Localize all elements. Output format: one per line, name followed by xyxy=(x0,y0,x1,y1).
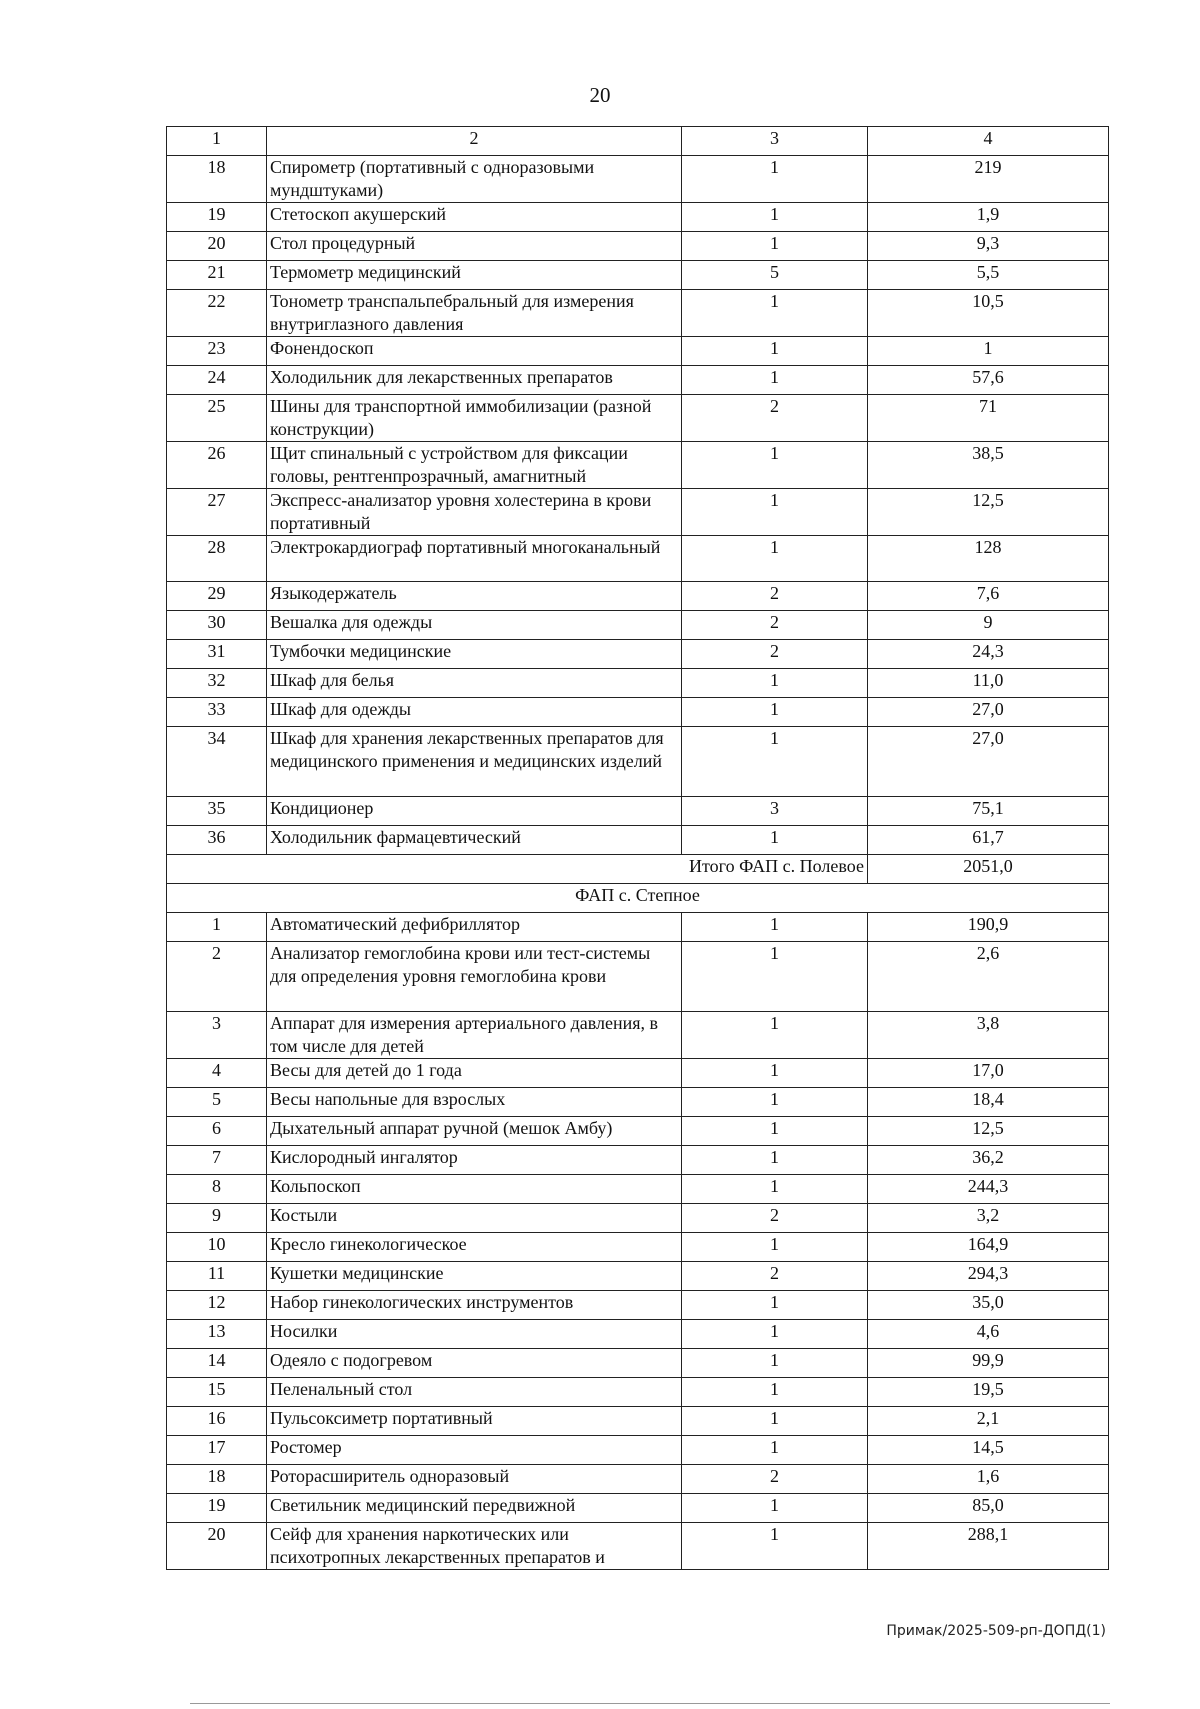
row-number: 33 xyxy=(167,698,267,727)
item-cost: 11,0 xyxy=(868,669,1109,698)
row-number: 31 xyxy=(167,640,267,669)
item-name: Вешалка для одежды xyxy=(267,611,682,640)
equipment-table xyxy=(166,126,1109,1570)
item-cost: 61,7 xyxy=(868,826,1109,855)
item-quantity: 1 xyxy=(682,669,868,698)
item-cost: 128 xyxy=(868,536,1109,582)
row-number: 13 xyxy=(167,1320,267,1349)
item-quantity: 1 xyxy=(682,442,868,489)
table-row xyxy=(167,1436,1109,1465)
row-number: 23 xyxy=(167,337,267,366)
row-number: 26 xyxy=(167,442,267,489)
item-cost: 10,5 xyxy=(868,290,1109,337)
page-number: 20 xyxy=(589,83,611,107)
row-number: 4 xyxy=(167,1059,267,1088)
column-number-2: 2 xyxy=(267,127,682,156)
row-number: 20 xyxy=(167,232,267,261)
item-name: Автоматический дефибриллятор xyxy=(267,913,682,942)
item-quantity: 1 xyxy=(682,1436,868,1465)
item-name: Холодильник для лекарственных препаратов xyxy=(267,366,682,395)
table-row xyxy=(167,582,1109,611)
item-cost: 294,3 xyxy=(868,1262,1109,1291)
item-quantity: 1 xyxy=(682,1233,868,1262)
item-quantity: 1 xyxy=(682,156,868,203)
row-number: 19 xyxy=(167,1494,267,1523)
row-number: 8 xyxy=(167,1175,267,1204)
item-name: Спирометр (портативный с одноразовыми мундштуками) xyxy=(267,156,682,203)
item-cost: 1,9 xyxy=(868,203,1109,232)
item-quantity: 1 xyxy=(682,1117,868,1146)
table-row xyxy=(167,698,1109,727)
item-name: Кондиционер xyxy=(267,797,682,826)
item-quantity: 2 xyxy=(682,1262,868,1291)
item-cost: 244,3 xyxy=(868,1175,1109,1204)
table-row xyxy=(167,1465,1109,1494)
row-number: 22 xyxy=(167,290,267,337)
table-body xyxy=(167,127,1109,1570)
column-number-1: 1 xyxy=(167,127,267,156)
item-quantity: 1 xyxy=(682,1291,868,1320)
item-quantity: 1 xyxy=(682,232,868,261)
table-row xyxy=(167,611,1109,640)
item-cost: 3,2 xyxy=(868,1204,1109,1233)
item-name: Набор гинекологических инструментов xyxy=(267,1291,682,1320)
item-cost: 7,6 xyxy=(868,582,1109,611)
item-cost: 12,5 xyxy=(868,489,1109,536)
table-row xyxy=(167,913,1109,942)
row-number: 9 xyxy=(167,1204,267,1233)
item-cost: 99,9 xyxy=(868,1349,1109,1378)
item-name: Электрокардиограф портативный многоканальный xyxy=(267,536,682,582)
item-name: Ростомер xyxy=(267,1436,682,1465)
total-row xyxy=(167,855,1109,884)
table-row xyxy=(167,366,1109,395)
item-cost: 27,0 xyxy=(868,698,1109,727)
item-name: Шины для транспортной иммобилизации (разной конструкции) xyxy=(267,395,682,442)
table-row xyxy=(167,1175,1109,1204)
row-number: 34 xyxy=(167,727,267,797)
row-number: 5 xyxy=(167,1088,267,1117)
item-cost: 75,1 xyxy=(868,797,1109,826)
item-name: Аппарат для измерения артериального давления, в том числе для детей xyxy=(267,1012,682,1059)
item-cost: 18,4 xyxy=(868,1088,1109,1117)
table-row xyxy=(167,1494,1109,1523)
item-name: Дыхательный аппарат ручной (мешок Амбу) xyxy=(267,1117,682,1146)
item-quantity: 1 xyxy=(682,1175,868,1204)
item-cost: 1 xyxy=(868,337,1109,366)
row-number: 24 xyxy=(167,366,267,395)
table-row xyxy=(167,1407,1109,1436)
item-quantity: 1 xyxy=(682,203,868,232)
row-number: 36 xyxy=(167,826,267,855)
row-number: 11 xyxy=(167,1262,267,1291)
document-code: Примак/2025-509-рп-ДОПД(1) xyxy=(886,1623,1106,1639)
row-number: 14 xyxy=(167,1349,267,1378)
table-row xyxy=(167,1117,1109,1146)
item-quantity: 1 xyxy=(682,337,868,366)
item-quantity: 1 xyxy=(682,826,868,855)
item-quantity: 5 xyxy=(682,261,868,290)
item-cost: 57,6 xyxy=(868,366,1109,395)
item-quantity: 2 xyxy=(682,1465,868,1494)
row-number: 32 xyxy=(167,669,267,698)
column-number-row xyxy=(167,127,1109,156)
section-header-row xyxy=(167,884,1109,913)
column-number-4: 4 xyxy=(868,127,1109,156)
item-name: Носилки xyxy=(267,1320,682,1349)
item-cost: 190,9 xyxy=(868,913,1109,942)
table-row xyxy=(167,942,1109,1012)
item-quantity: 1 xyxy=(682,1523,868,1570)
item-quantity: 1 xyxy=(682,290,868,337)
table-row xyxy=(167,536,1109,582)
table-row xyxy=(167,395,1109,442)
table-row xyxy=(167,1204,1109,1233)
item-name: Шкаф для хранения лекарственных препаратов для медицинского применения и медицинских изделий xyxy=(267,727,682,797)
item-name: Светильник медицинский передвижной xyxy=(267,1494,682,1523)
item-quantity: 1 xyxy=(682,1320,868,1349)
table-row xyxy=(167,1523,1109,1570)
row-number: 6 xyxy=(167,1117,267,1146)
row-number: 21 xyxy=(167,261,267,290)
row-number: 20 xyxy=(167,1523,267,1570)
item-quantity: 1 xyxy=(682,536,868,582)
table-row xyxy=(167,1233,1109,1262)
item-quantity: 2 xyxy=(682,611,868,640)
table-row xyxy=(167,156,1109,203)
item-cost: 219 xyxy=(868,156,1109,203)
item-cost: 19,5 xyxy=(868,1378,1109,1407)
total-label: Итого ФАП с. Полевое xyxy=(167,855,868,884)
table-row xyxy=(167,1059,1109,1088)
table-row xyxy=(167,1146,1109,1175)
table-row xyxy=(167,1262,1109,1291)
item-name: Роторасширитель одноразовый xyxy=(267,1465,682,1494)
item-quantity: 1 xyxy=(682,366,868,395)
item-quantity: 1 xyxy=(682,1407,868,1436)
item-name: Кольпоскоп xyxy=(267,1175,682,1204)
row-number: 25 xyxy=(167,395,267,442)
item-cost: 36,2 xyxy=(868,1146,1109,1175)
row-number: 3 xyxy=(167,1012,267,1059)
item-quantity: 1 xyxy=(682,1088,868,1117)
item-cost: 17,0 xyxy=(868,1059,1109,1088)
item-cost: 1,6 xyxy=(868,1465,1109,1494)
item-cost: 288,1 xyxy=(868,1523,1109,1570)
item-cost: 27,0 xyxy=(868,727,1109,797)
item-name: Кушетки медицинские xyxy=(267,1262,682,1291)
row-number: 18 xyxy=(167,1465,267,1494)
row-number: 16 xyxy=(167,1407,267,1436)
table-row xyxy=(167,640,1109,669)
item-cost: 2,1 xyxy=(868,1407,1109,1436)
table-row xyxy=(167,727,1109,797)
row-number: 27 xyxy=(167,489,267,536)
table-row xyxy=(167,489,1109,536)
section-title: ФАП с. Степное xyxy=(167,884,1109,913)
table-row xyxy=(167,261,1109,290)
item-cost: 4,6 xyxy=(868,1320,1109,1349)
table-row xyxy=(167,337,1109,366)
table-row xyxy=(167,442,1109,489)
item-name: Щит спинальный с устройством для фиксации головы, рентгенпрозрачный, амагнитный xyxy=(267,442,682,489)
item-name: Стол процедурный xyxy=(267,232,682,261)
table-row xyxy=(167,826,1109,855)
table-row xyxy=(167,203,1109,232)
item-cost: 9 xyxy=(868,611,1109,640)
item-quantity: 1 xyxy=(682,489,868,536)
item-quantity: 2 xyxy=(682,1204,868,1233)
column-number-3: 3 xyxy=(682,127,868,156)
item-quantity: 1 xyxy=(682,1012,868,1059)
row-number: 7 xyxy=(167,1146,267,1175)
row-number: 1 xyxy=(167,913,267,942)
item-quantity: 1 xyxy=(682,1378,868,1407)
item-name: Одеяло с подогревом xyxy=(267,1349,682,1378)
row-number: 2 xyxy=(167,942,267,1012)
item-cost: 14,5 xyxy=(868,1436,1109,1465)
item-cost: 9,3 xyxy=(868,232,1109,261)
table-row xyxy=(167,797,1109,826)
item-name: Сейф для хранения наркотических или психотропных лекарственных препаратов и xyxy=(267,1523,682,1570)
item-cost: 85,0 xyxy=(868,1494,1109,1523)
item-quantity: 1 xyxy=(682,942,868,1012)
row-number: 29 xyxy=(167,582,267,611)
table-row xyxy=(167,1349,1109,1378)
item-name: Стетоскоп акушерский xyxy=(267,203,682,232)
item-name: Пеленальный стол xyxy=(267,1378,682,1407)
item-name: Тумбочки медицинские xyxy=(267,640,682,669)
item-name: Кислородный ингалятор xyxy=(267,1146,682,1175)
item-name: Холодильник фармацевтический xyxy=(267,826,682,855)
item-quantity: 3 xyxy=(682,797,868,826)
item-name: Кресло гинекологическое xyxy=(267,1233,682,1262)
item-quantity: 1 xyxy=(682,1349,868,1378)
table-row xyxy=(167,1320,1109,1349)
item-name: Экспресс-анализатор уровня холестерина в крови портативный xyxy=(267,489,682,536)
item-quantity: 1 xyxy=(682,698,868,727)
item-name: Весы напольные для взрослых xyxy=(267,1088,682,1117)
item-name: Термометр медицинский xyxy=(267,261,682,290)
table-row xyxy=(167,1291,1109,1320)
item-quantity: 2 xyxy=(682,395,868,442)
item-cost: 2,6 xyxy=(868,942,1109,1012)
row-number: 15 xyxy=(167,1378,267,1407)
item-cost: 12,5 xyxy=(868,1117,1109,1146)
table-row xyxy=(167,669,1109,698)
item-quantity: 2 xyxy=(682,582,868,611)
item-name: Шкаф для одежды xyxy=(267,698,682,727)
item-quantity: 2 xyxy=(682,640,868,669)
item-cost: 164,9 xyxy=(868,1233,1109,1262)
table-row xyxy=(167,1012,1109,1059)
item-cost: 35,0 xyxy=(868,1291,1109,1320)
item-name: Весы для детей до 1 года xyxy=(267,1059,682,1088)
item-name: Тонометр транспальпебральный для измерения внутриглазного давления xyxy=(267,290,682,337)
item-cost: 3,8 xyxy=(868,1012,1109,1059)
row-number: 30 xyxy=(167,611,267,640)
item-quantity: 1 xyxy=(682,727,868,797)
row-number: 35 xyxy=(167,797,267,826)
table-row xyxy=(167,290,1109,337)
item-cost: 24,3 xyxy=(868,640,1109,669)
item-name: Анализатор гемоглобина крови или тест-системы для определения уровня гемоглобина крови xyxy=(267,942,682,1012)
total-value: 2051,0 xyxy=(868,855,1109,884)
item-quantity: 1 xyxy=(682,1059,868,1088)
item-quantity: 1 xyxy=(682,1494,868,1523)
row-number: 28 xyxy=(167,536,267,582)
item-cost: 5,5 xyxy=(868,261,1109,290)
item-name: Шкаф для белья xyxy=(267,669,682,698)
row-number: 18 xyxy=(167,156,267,203)
table-row xyxy=(167,1378,1109,1407)
item-name: Пульсоксиметр портативный xyxy=(267,1407,682,1436)
table-row xyxy=(167,1088,1109,1117)
row-number: 19 xyxy=(167,203,267,232)
item-cost: 71 xyxy=(868,395,1109,442)
item-name: Языкодержатель xyxy=(267,582,682,611)
table-row xyxy=(167,232,1109,261)
row-number: 12 xyxy=(167,1291,267,1320)
item-cost: 38,5 xyxy=(868,442,1109,489)
item-quantity: 1 xyxy=(682,1146,868,1175)
item-quantity: 1 xyxy=(682,913,868,942)
item-name: Костыли xyxy=(267,1204,682,1233)
scan-edge-line xyxy=(190,1703,1110,1704)
row-number: 17 xyxy=(167,1436,267,1465)
item-name: Фонендоскоп xyxy=(267,337,682,366)
row-number: 10 xyxy=(167,1233,267,1262)
